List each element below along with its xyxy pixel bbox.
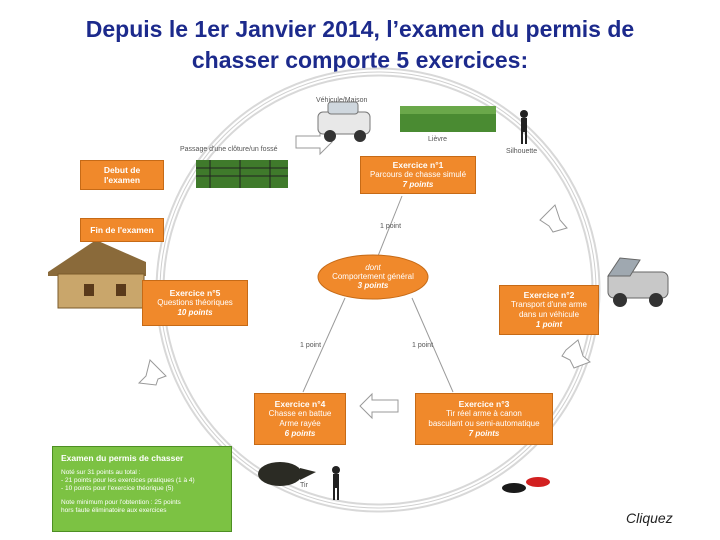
clay-targets-image [502,477,550,493]
ex4-desc-2: Arme rayée [279,419,321,428]
title-line-2: chasser comporte 5 exercices: [191,47,529,73]
exercise-3-box [415,393,553,445]
ex3-desc-1: Tir réel arme à canon [446,409,522,418]
summary-line-2: - 21 points pour les exercices pratiques (1 à 4) [61,477,195,484]
summary-line-6: hors faute éliminatoire aux exercices [61,507,167,514]
ex3-desc-2: basculant ou semi-automatique [428,419,540,428]
center-line-1: dont [365,263,381,272]
ex3-name: Exercice n°3 [458,399,510,409]
end-label: Fin de l'examen [90,225,154,235]
ex1-desc: Parcours de chasse simulé [369,170,467,179]
ex2-desc-1: Transport d'une arme [511,300,587,309]
car-trunk-image [608,258,668,307]
exercise-5-box [142,280,248,326]
exam-summary-box [52,446,232,532]
vehicle-image [318,102,370,142]
hare-label: Lièvre [428,136,448,143]
center-points: 3 points [357,281,389,290]
ex5-name: Exercice n°5 [169,288,221,298]
house-image [48,240,146,308]
arrow-left-bottom [360,394,398,418]
end-exam-box [80,218,164,242]
point-label-top: 1 point [380,223,402,230]
ex2-points: 1 point [535,320,563,329]
ex3-points: 7 points [468,429,500,438]
summary-line-5: Note minimum pour l'obtention : 25 points [61,499,181,506]
start-line-1: Debut de [103,165,141,175]
ex2-name: Exercice n°2 [523,290,575,300]
arrow-up-left [139,360,166,385]
summary-line-3: - 10 points pour l'exercice théorique (5) [61,485,174,492]
point-label-right: 1 point [412,342,434,349]
exercise-2-box [499,285,599,335]
silhouette-figure [520,110,528,144]
summary-title: Examen du permis de chasser [61,453,184,463]
exercise-1-box [360,156,476,194]
ex5-points: 10 points [177,308,213,317]
fence-label: Passage d'une clôture/un fossé [180,146,278,153]
fence-image [196,160,288,188]
tir-label: Tir [300,482,308,489]
ex4-points: 6 points [284,429,316,438]
ex5-desc: Questions théoriques [157,298,233,307]
exercise-4-box [254,393,346,445]
title-line-1: Depuis le 1er Janvier 2014, l’examen du permis de [85,16,635,42]
silhouette-figure-bottom [332,466,340,500]
ex1-points: 7 points [402,180,434,189]
silhouette-label: Silhouette [506,148,538,155]
ex1-name: Exercice n°1 [392,160,444,170]
ex4-desc-1: Chasse en battue [268,409,332,418]
cliquez-link[interactable]: Cliquez [626,510,673,526]
vehicle-label: Véhicule/Maison [316,97,368,104]
center-line-2: Comportement général [332,272,414,281]
point-label-left: 1 point [300,342,322,349]
start-line-2: l'examen [103,175,141,185]
start-exam-box [80,160,164,190]
arrow-down-right [540,205,567,232]
ex2-desc-2: dans un véhicule [518,310,580,319]
summary-line-1: Noté sur 31 points au total : [61,469,141,476]
center-label [318,263,428,290]
ex4-name: Exercice n°4 [274,399,326,409]
